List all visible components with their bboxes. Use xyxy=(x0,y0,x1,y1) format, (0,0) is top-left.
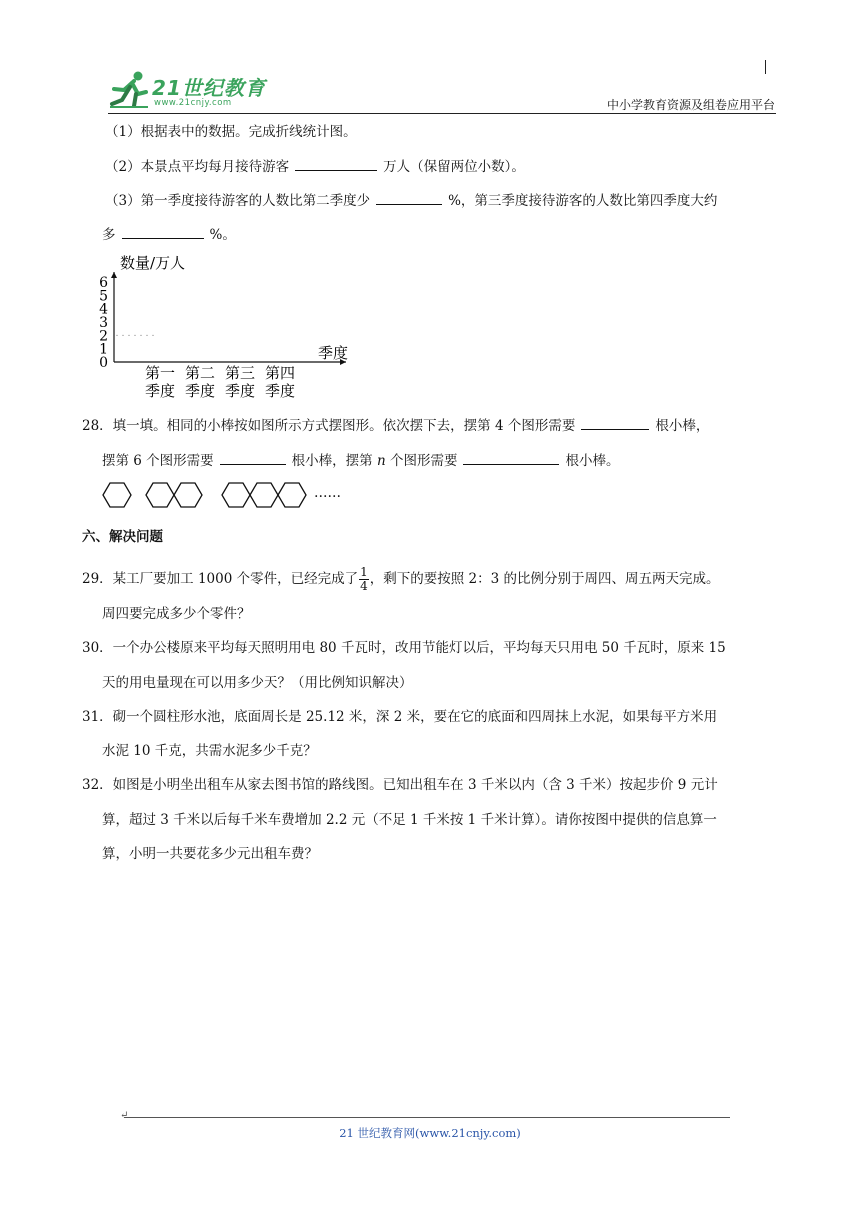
y-tick-label: 5 xyxy=(99,288,108,305)
q28-text-d: 根小棒，摆第 xyxy=(291,453,373,469)
x-category-label: 季度 xyxy=(144,382,176,400)
hexagon-figure-1 xyxy=(103,483,131,507)
fraction-numerator: 1 xyxy=(360,565,368,579)
answer-blank[interactable] xyxy=(122,224,204,239)
q27-part2-text-a: （2）本景点平均每月接待游客 xyxy=(105,159,290,175)
y-tick-label: 4 xyxy=(99,301,108,318)
variable-n: n xyxy=(376,453,386,469)
header xyxy=(0,0,860,120)
y-tick-label: 0 xyxy=(99,355,108,371)
y-axis-label: 数量/万人 xyxy=(120,254,186,272)
fraction-one-quarter xyxy=(359,566,369,593)
q28-text-b: 根小棒， xyxy=(655,418,710,434)
hexagon-figure-3 xyxy=(222,483,306,507)
q28-text-c: 摆第 6 个图形需要 xyxy=(102,453,214,469)
hexagon-figure-2 xyxy=(146,483,202,507)
fraction-denominator: 4 xyxy=(360,579,368,593)
q29-text-b: ，剩下的要按照 2：3 的比例分别于周四、周五两天完成。 xyxy=(369,571,720,587)
answer-blank[interactable] xyxy=(581,415,649,430)
q32-line1: 32．如图是小明坐出租车从家去图书馆的路线图。已知出租车在 3 千米以内（含 3 千米）按起步价 9 元计 xyxy=(82,777,718,793)
header-mark xyxy=(765,60,766,74)
x-category-label: 第四 xyxy=(264,364,296,382)
answer-blank[interactable] xyxy=(376,190,442,205)
q28-text-e: 个图形需要 xyxy=(389,453,458,469)
q30-line1: 30．一个办公楼原来平均每天照明用电 80 千瓦时，改用节能灯以后，平均每天只用电 50 千瓦时，原来 15 xyxy=(82,640,726,656)
y-axis-arrow xyxy=(111,272,117,278)
q27-part3-text-c: 多 xyxy=(102,227,116,243)
footer-mark: ↵ xyxy=(120,1110,129,1121)
y-tick-label: 3 xyxy=(99,315,108,331)
q27-part1: （1）根据表中的数据。完成折线统计图。 xyxy=(105,124,357,140)
y-tick-label: 1 xyxy=(99,341,108,358)
q31-line1: 31．砌一个圆柱形水池，底面周长是 25.12 米，深 2 米，要在它的底面和四周抹上水泥，如果每平方米用 xyxy=(82,709,718,725)
runner-icon xyxy=(108,70,152,108)
line-chart xyxy=(96,252,356,402)
ellipsis: …… xyxy=(314,485,341,501)
q27-part3-text-d: %。 xyxy=(209,227,236,243)
x-category-label: 第二 xyxy=(184,364,216,382)
x-category-label: 季度 xyxy=(224,382,256,400)
q28-line2 xyxy=(102,450,619,471)
footer-text: 21 世纪教育网(www.21cnjy.com) xyxy=(339,1126,521,1140)
q27-part3-text-a: （3）第一季度接待游客的人数比第二季度少 xyxy=(105,193,371,209)
logo xyxy=(108,70,278,110)
answer-blank[interactable] xyxy=(295,156,377,171)
x-category-label: 季度 xyxy=(264,382,296,400)
x-axis-label: 季度 xyxy=(318,344,349,362)
q27-part2 xyxy=(105,156,525,177)
q27-part3 xyxy=(105,190,717,211)
q29-line1 xyxy=(82,566,720,593)
q29-line2: 周四要完成多少个零件？ xyxy=(102,606,251,622)
answer-blank[interactable] xyxy=(463,450,559,465)
q32-line3: 算，小明一共要花多少元出租车费？ xyxy=(102,846,318,862)
x-category-label: 第一 xyxy=(144,364,176,382)
q32-line2: 算，超过 3 千米以后每千米车费增加 2.2 元（不足 1 千米按 1 千米计算）。请你按图中提供的信息算一 xyxy=(102,812,717,828)
q28-text-a: 28．填一填。相同的小棒按如图所示方式摆图形。依次摆下去，摆第 4 个图形需要 xyxy=(82,418,576,434)
section-title: 六、解决问题 xyxy=(82,529,163,545)
q27-part3-text-b: %，第三季度接待游客的人数比第四季度大约 xyxy=(448,193,718,209)
q28-text-f: 根小棒。 xyxy=(565,453,620,469)
q27-part2-text-b: 万人（保留两位小数）。 xyxy=(383,159,525,175)
answer-blank[interactable] xyxy=(220,450,286,465)
header-rule xyxy=(108,113,776,114)
q28-line1 xyxy=(82,415,709,436)
logo-url: www.21cnjy.com xyxy=(154,98,232,108)
footer-rule xyxy=(124,1117,730,1118)
logo-text: 21世纪教育 xyxy=(152,76,266,100)
q29-text-a: 29．某工厂要加工 1000 个零件，已经完成了 xyxy=(82,571,359,587)
y-tick-label: 6 xyxy=(99,275,108,291)
q30-line2: 天的用电量现在可以用多少天？（用比例知识解决） xyxy=(102,675,413,691)
x-category-label: 季度 xyxy=(184,382,216,400)
platform-name: 中小学教育资源及组卷应用平台 xyxy=(606,98,775,112)
y-tick-label: 2 xyxy=(99,328,108,345)
q31-line2: 水泥 10 千克，共需水泥多少千克？ xyxy=(102,743,317,759)
x-category-label: 第三 xyxy=(224,364,256,382)
q27-part3-cont xyxy=(102,224,236,245)
